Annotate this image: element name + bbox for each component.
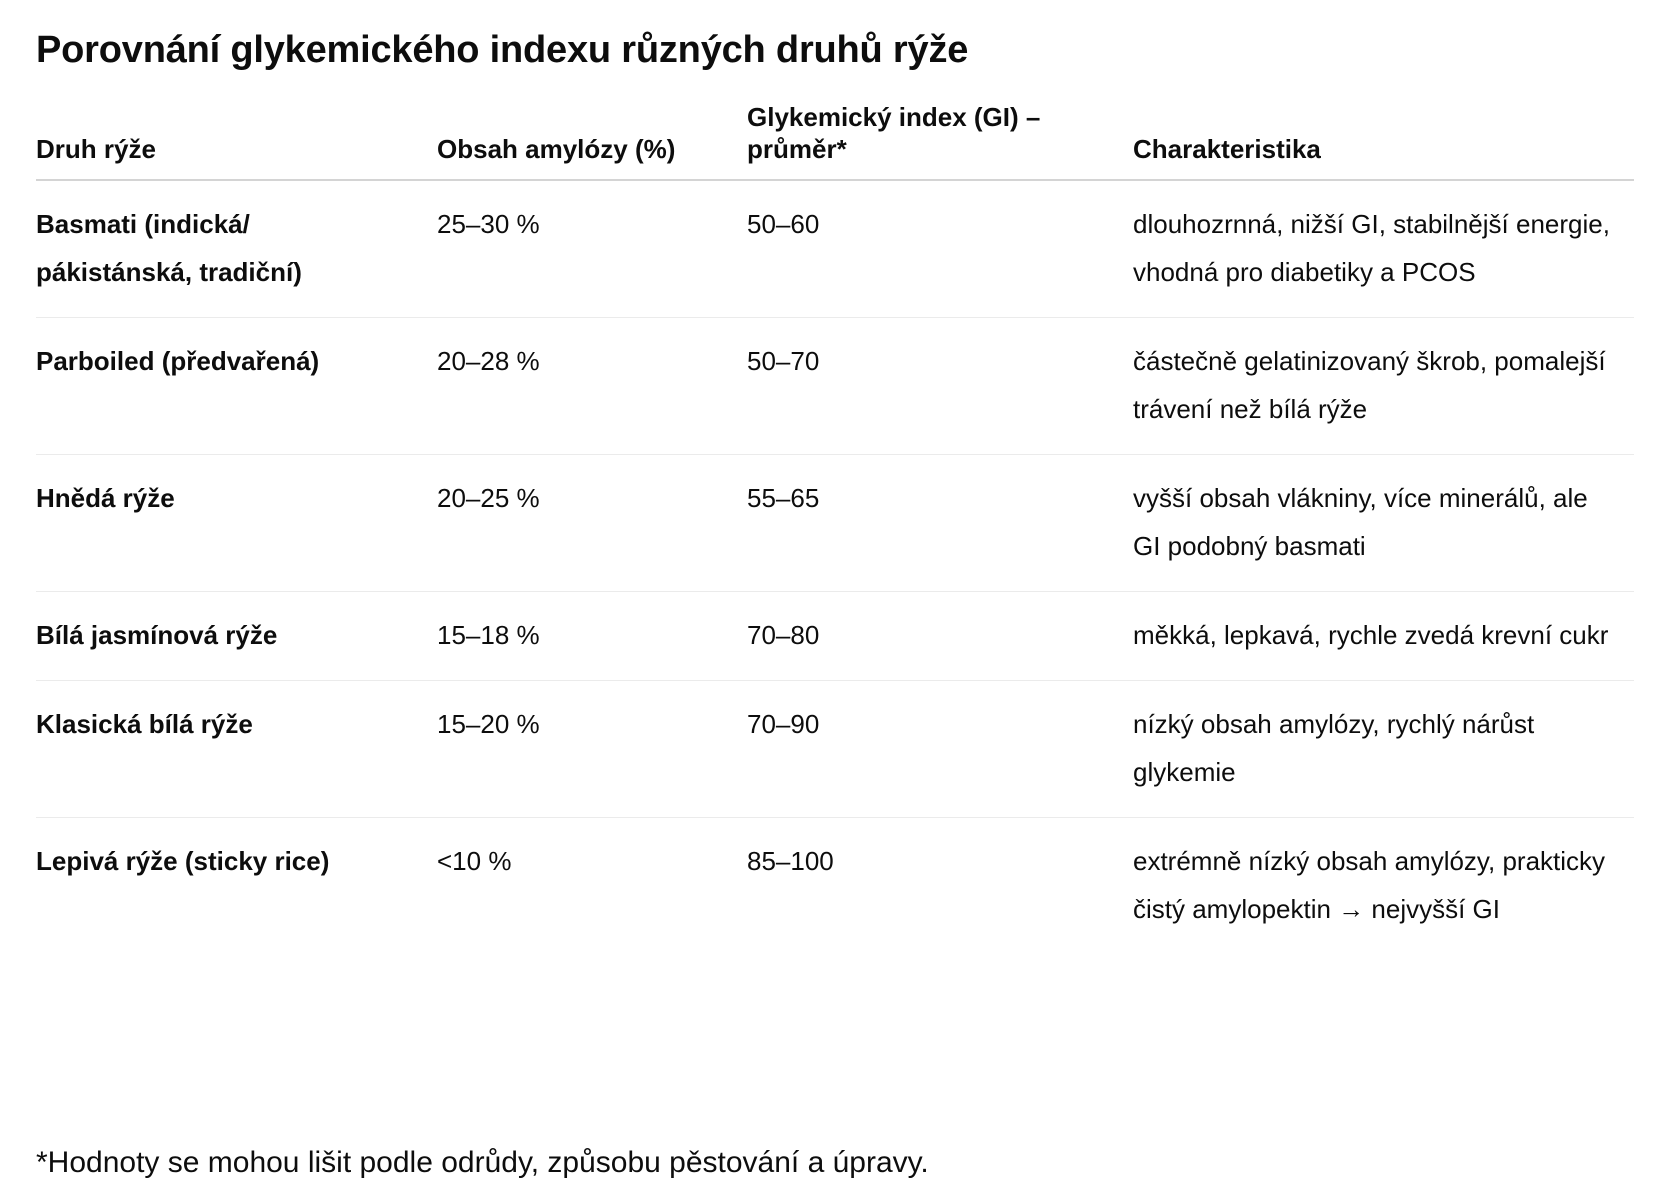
characteristics-cell: měkká, lepkavá, rychle zvedá krevní cukr (1133, 592, 1634, 681)
header-glycemic-index: Glykemický index (GI) – průměr* (747, 95, 1133, 180)
rice-type-cell: Basmati (indická/ pákistánská, tradiční) (36, 180, 437, 318)
amylose-cell: 25–30 % (437, 180, 747, 318)
characteristics-cell: částečně gelatinizovaný škrob, pomalejší trávení než bílá rýže (1133, 318, 1634, 455)
amylose-cell: 20–28 % (437, 318, 747, 455)
table-row (36, 455, 1634, 592)
amylose-cell: 15–18 % (437, 592, 747, 681)
gi-cell: 85–100 (747, 846, 834, 876)
table-row (36, 818, 1634, 955)
header-rice-type: Druh rýže (36, 95, 437, 180)
characteristics-cell: dlouhozrnná, nižší GI, stabilnější energie, vhodná pro diabetiky a PCOS (1133, 180, 1634, 318)
footnote: *Hodnoty se mohou lišit podle odrůdy, způsobu pěstování a úpravy. (36, 1146, 929, 1179)
characteristics-cell: vyšší obsah vlákniny, více minerálů, ale GI podobný basmati (1133, 455, 1634, 592)
gi-cell: 70–80 (747, 592, 1133, 681)
amylose-cell: 15–20 % (437, 681, 747, 818)
rice-type-cell: Parboiled (předvařená) (36, 318, 437, 455)
header-characteristics: Charakteristika (1133, 95, 1634, 180)
table-row (36, 592, 1634, 681)
gi-cell: 55–65 (747, 455, 1133, 592)
page-title: Porovnání glykemického indexu různých druhů rýže (36, 29, 969, 71)
table-row (36, 180, 1634, 318)
characteristics-cell: nízký obsah amylózy, rychlý nárůst glykemie (1133, 681, 1634, 818)
header-amylose: Obsah amylózy (%) (437, 95, 747, 180)
gi-cell: 50–60 (747, 180, 1133, 318)
header-row (36, 95, 1634, 180)
rice-type-cell: Lepivá rýže (sticky rice) (36, 846, 330, 876)
rice-gi-table (36, 95, 1634, 954)
table-body (36, 180, 1634, 954)
table-row (36, 681, 1634, 818)
rice-type-cell: Bílá jasmínová rýže (36, 592, 437, 681)
amylose-cell: <10 % (437, 846, 512, 876)
rice-type-cell: Klasická bílá rýže (36, 681, 437, 818)
amylose-cell: 20–25 % (437, 455, 747, 592)
gi-cell: 70–90 (747, 681, 1133, 818)
table-row (36, 318, 1634, 455)
table-header (36, 95, 1634, 180)
rice-type-cell: Hnědá rýže (36, 455, 437, 592)
characteristics-cell: extrémně nízký obsah amylózy, prakticky čistý amylopektin → nejvyšší GI (1133, 846, 1606, 924)
gi-cell: 50–70 (747, 318, 1133, 455)
